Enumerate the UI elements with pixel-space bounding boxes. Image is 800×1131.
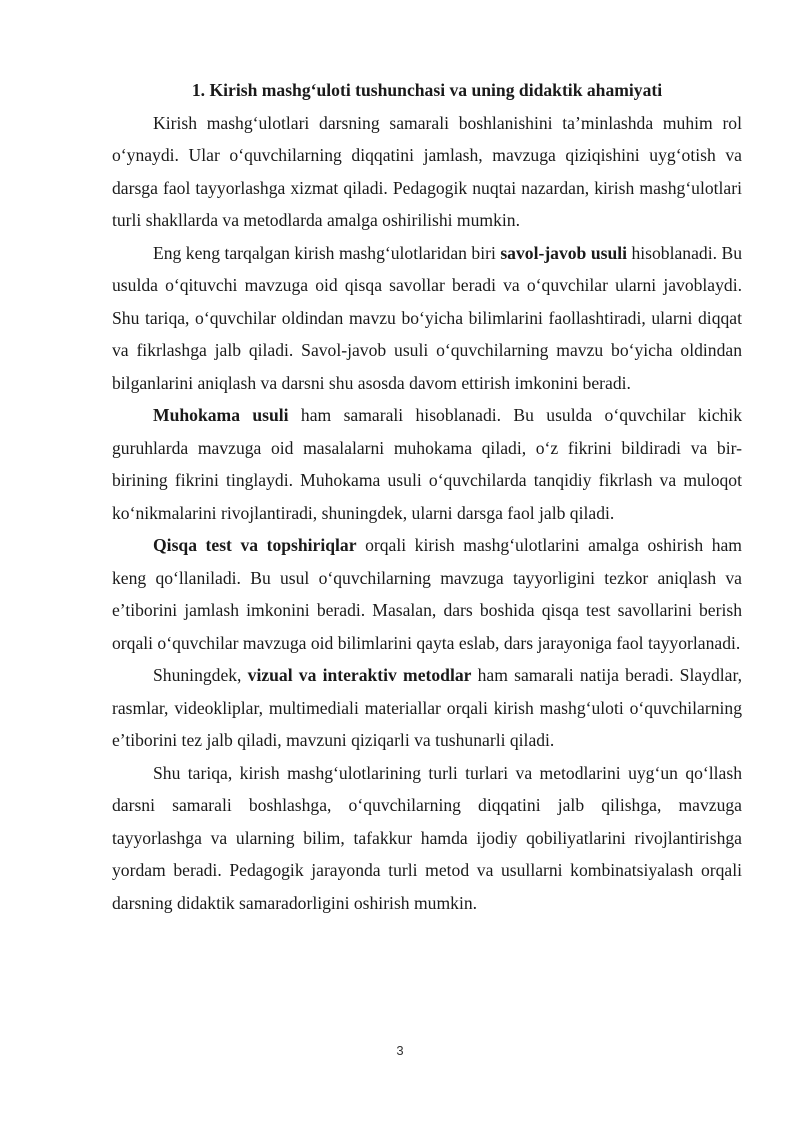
- section-heading: 1. Kirish mashg‘uloti tushunchasi va uning didaktik ahamiyati: [191, 80, 663, 100]
- paragraph-4: [112, 529, 742, 659]
- paragraph-1: [112, 107, 742, 237]
- paragraph-2: [112, 237, 742, 400]
- paragraph-text: Kirish mashg‘ulotlari darsning samarali boshlanishini ta’minlashda muhim rol o‘ynaydi. Ular o‘quvchilarning diqqatini jamlash, mavzuga qiziqishini uyg‘otish va darsga faol tayyorlashga xizmat qiladi. Pedagogik nuqtai nazardan, kirish mashg‘ulotlari turli shakllarda va metodlarda amalga oshirilishi mumkin.: [112, 112, 742, 230]
- paragraph-text: hisoblanadi. Bu usulda o‘qituvchi mavzuga oid qisqa savollar beradi va o‘quvchilar ularni javoblaydi. Shu tariqa, o‘quvchilar oldindan mavzu bo‘yicha bilimlarini faollashtiradi, ularni diqqat va fikrlashga jalb qiladi. Savol-javob usuli o‘quvchilarning mavzu bo‘yicha oldindan bilganlarini aniqlash va darsni shu asosda davom ettirish imkonini beradi.: [112, 242, 742, 393]
- bold-term-qisqa-test: Qisqa test va topshiriqlar: [153, 535, 357, 555]
- paragraph-text: Shuningdek,: [153, 665, 248, 685]
- bold-term-muhokama: Muhokama usuli: [153, 405, 289, 425]
- paragraph-3: [112, 399, 742, 529]
- paragraph-6: [112, 757, 742, 920]
- paragraph-text: orqali kirish mashg‘ulotlarini amalga oshirish ham keng qo‘llaniladi. Bu usul o‘quvchilarning mavzuga tayyorligini tezkor aniqlash va e’tiborini jamlash imkonini beradi. Masalan, dars boshida qisqa test savollarini berish orqali o‘quvchilar mavzuga oid bilimlarini qayta eslab, dars jarayoniga faol tayyorlanadi.: [112, 535, 742, 653]
- paragraph-5: [112, 659, 742, 757]
- bold-term-savol-javob: savol-javob usuli: [500, 242, 628, 263]
- document-body: [112, 74, 742, 919]
- page-number: 3: [396, 1043, 404, 1058]
- bold-term-vizual: vizual va interaktiv metodlar: [247, 665, 472, 685]
- paragraph-text: ham samarali natija beradi. Slaydlar, rasmlar, videokliplar, multimediali materiallar orqali kirish mashg‘uloti o‘quvchilarning e’tiborini tez jalb qiladi, mavzuni qiziqarli va tushunarli qiladi.: [112, 665, 742, 750]
- paragraph-text: ham samarali hisoblanadi. Bu usulda o‘quvchilar kichik guruhlarda mavzuga oid masalalarni muhokama qiladi, o‘z fikrini bildiradi va bir-birining fikrini tinglaydi. Muhokama usuli o‘quvchilarda tanqidiy fikrlash va muloqot ko‘nikmalarini rivojlantiradi, shuningdek, ularni darsga faol jalb qiladi.: [112, 405, 742, 523]
- paragraph-text: Eng keng tarqalgan kirish mashg‘ulotlaridan biri: [153, 242, 501, 263]
- paragraph-text: Shu tariqa, kirish mashg‘ulotlarining turli turlari va metodlarini uyg‘un qo‘llash darsni samarali boshlashga, o‘quvchilarning diqqatini jalb qilishga, mavzuga tayyorlashga va ularning bilim, tafakkur hamda ijodiy qobiliyatlarini rivojlantirishga yordam beradi. Pedagogik jarayonda turli metod va usullarni kombinatsiyalash orqali darsning didaktik samaradorligini oshirish mumkin.: [112, 762, 742, 913]
